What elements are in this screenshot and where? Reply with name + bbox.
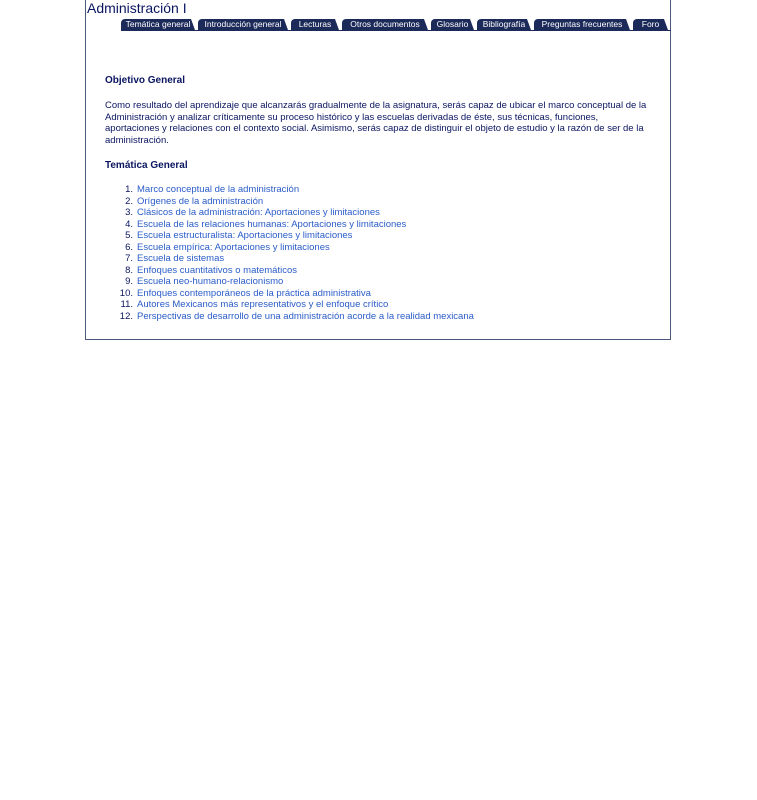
- list-item: [105, 196, 474, 208]
- topic-link-11[interactable]: Autores Mexicanos más representativos y el enfoque crítico: [137, 299, 389, 310]
- tab-lecturas[interactable]: Lecturas: [291, 19, 339, 30]
- tab-introduccion-general[interactable]: Introducción general: [198, 19, 288, 30]
- topic-number: 2.: [125, 195, 133, 207]
- topic-number: 12.: [119, 310, 133, 322]
- topic-number: 3.: [125, 207, 133, 218]
- topic-link-3[interactable]: Clásicos de la administración: Aportaciones y limitaciones: [137, 207, 380, 218]
- topic-link-4[interactable]: Escuela de las relaciones humanas: Aportaciones y limitaciones: [137, 218, 407, 230]
- objective-heading: Objetivo General: [105, 75, 186, 86]
- course-frame: [85, 0, 671, 340]
- topic-number: 11.: [120, 299, 133, 310]
- list-item: [105, 230, 474, 242]
- objective-text: Como resultado del aprendizaje que alcanzarás gradualmente de la asignatura, serás capaz de ubicar el marco conceptual de la Administración y analizar críticamente su proceso histórico y las escuelas derivadas de éste, sus técnicas, funciones, aportaciones y relaciones con el contexto social. Asimismo, serás capaz de distinguir el objeto de estudio y la razón de ser de la administración.: [105, 100, 647, 146]
- tab-preguntas-frecuentes[interactable]: Preguntas frecuentes: [534, 19, 630, 30]
- topic-link-10[interactable]: Enfoques contemporáneos de la práctica administrativa: [137, 287, 371, 299]
- topic-link-5[interactable]: Escuela estructuralista: Aportaciones y limitaciones: [137, 230, 353, 241]
- topics-heading: Temática General: [105, 160, 188, 171]
- topic-link-9[interactable]: Escuela neo-humano-relacionismo: [137, 276, 284, 287]
- list-item: [105, 184, 474, 196]
- topic-number: 9.: [125, 276, 133, 287]
- page-title: Administración I: [87, 0, 187, 16]
- list-item: [105, 242, 474, 254]
- list-item: [105, 299, 474, 311]
- list-item: [105, 265, 474, 277]
- topic-number: 7.: [125, 253, 133, 264]
- tab-bibliografia[interactable]: Bibliografía: [477, 19, 531, 30]
- topic-link-6[interactable]: Escuela empírica: Aportaciones y limitaciones: [137, 241, 330, 253]
- topic-number: 1.: [125, 184, 133, 195]
- tab-bar: [121, 19, 671, 31]
- topic-number: 6.: [125, 241, 133, 253]
- list-item: [105, 288, 474, 300]
- topic-number: 4.: [125, 218, 133, 230]
- list-item: [105, 219, 474, 231]
- topic-number: 8.: [125, 264, 133, 276]
- tab-tematica-general[interactable]: Temática general: [121, 19, 195, 30]
- topic-link-7[interactable]: Escuela de sistemas: [137, 253, 225, 264]
- list-item: [105, 276, 474, 288]
- topics-list: [105, 184, 474, 322]
- list-item: [105, 253, 474, 265]
- list-item: [105, 207, 474, 219]
- topic-number: 10.: [119, 287, 133, 299]
- tab-glosario[interactable]: Glosario: [431, 19, 474, 30]
- topic-link-1[interactable]: Marco conceptual de la administración: [137, 184, 300, 195]
- topic-link-12[interactable]: Perspectivas de desarrollo de una administración acorde a la realidad mexicana: [137, 310, 474, 322]
- topic-link-8[interactable]: Enfoques cuantitativos o matemáticos: [137, 264, 298, 276]
- tab-foro[interactable]: Foro: [633, 19, 668, 30]
- topic-link-2[interactable]: Orígenes de la administración: [137, 195, 264, 207]
- topic-number: 5.: [125, 230, 133, 241]
- tab-otros-documentos[interactable]: Otros documentos: [342, 19, 428, 30]
- list-item: [105, 311, 474, 323]
